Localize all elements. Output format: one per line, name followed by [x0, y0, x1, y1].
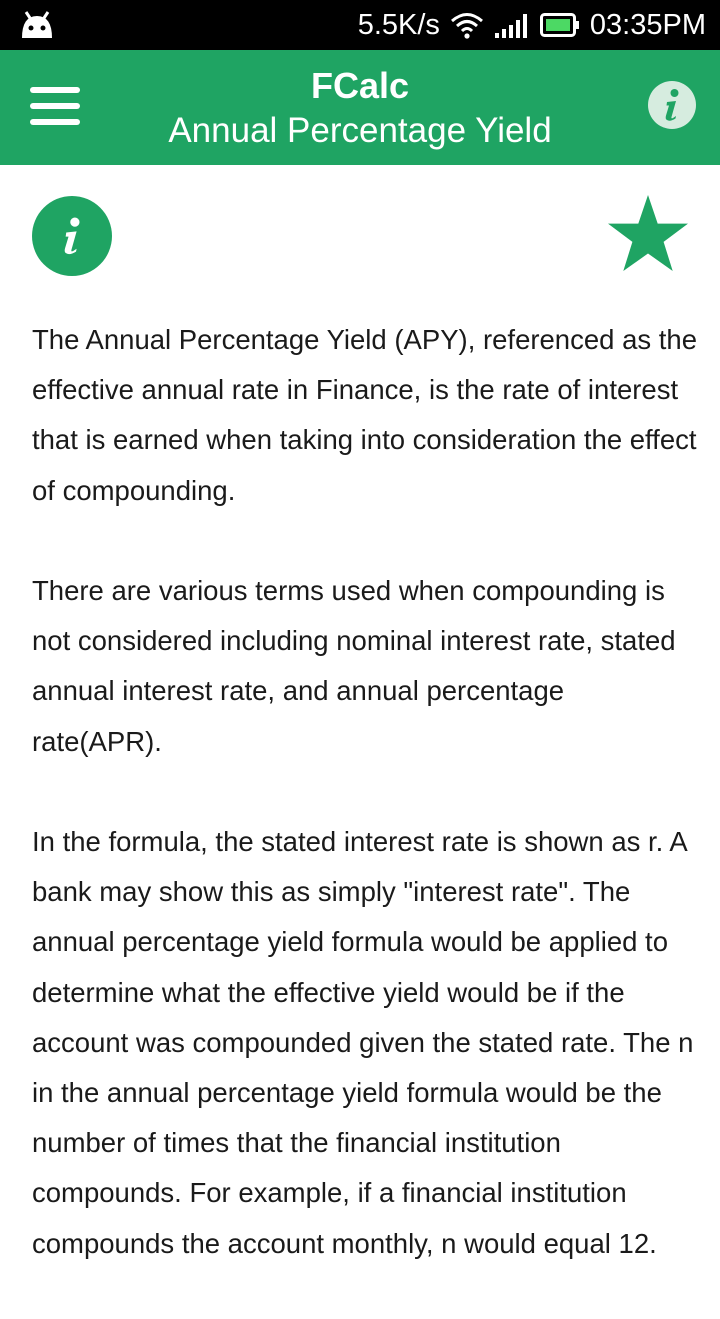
toolbar-title [120, 64, 600, 154]
app-toolbar [0, 50, 720, 165]
info-icon [32, 196, 112, 276]
description-text [32, 315, 697, 1319]
network-speed: 5.5K/s [357, 8, 440, 41]
info-icon[interactable] [648, 81, 696, 129]
app-name: FCalc [310, 65, 410, 106]
page-title: Annual Percentage Yield [168, 111, 552, 150]
star-icon[interactable] [606, 193, 690, 277]
signal-icon [494, 11, 530, 39]
status-bar [0, 0, 720, 50]
paragraph: There are various terms used when compounding is not considered including nominal interest rate, stated annual interest rate, and annual percentage rate(APR). [32, 575, 676, 757]
android-icon [18, 10, 56, 40]
wifi-icon [450, 11, 484, 39]
battery-icon [540, 13, 580, 37]
paragraph: The Annual Percentage Yield (APY), referenced as the effective annual rate in Finance, is the rate of interest that is earned when taking into consideration the effect of compounding. [32, 324, 697, 506]
clock: 03:35PM [589, 8, 706, 41]
paragraph: In the formula, the stated interest rate is shown as r. A bank may show this as simply "interest rate". The annual percentage yield formula would be applied to determine what the effective yield would be if the account was compounded given the stated rate. The n in the annual percentage yield formula would be the number of times that the financial institution compounds. For example, if a financial institution compounds the account monthly, n would equal 12. [32, 826, 694, 1259]
menu-icon[interactable] [30, 87, 82, 127]
